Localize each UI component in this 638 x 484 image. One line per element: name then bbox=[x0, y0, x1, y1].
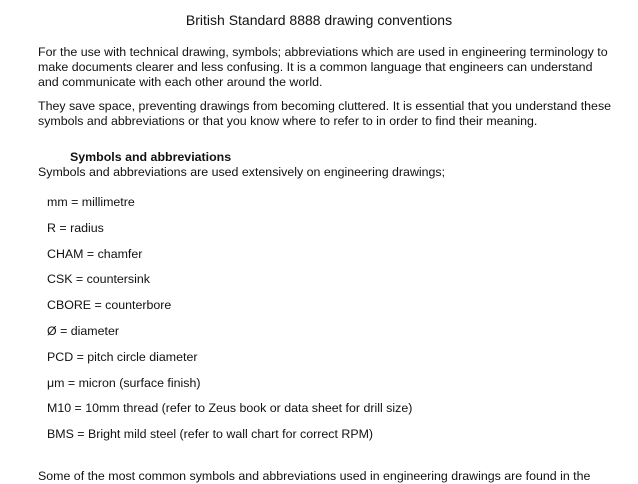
abbreviation-item: CHAM = chamfer bbox=[47, 246, 143, 261]
abbreviation-item: mm = millimetre bbox=[47, 195, 135, 209]
abbreviation-item: M10 = 10mm thread (refer to Zeus book or data sheet for drill size) bbox=[47, 401, 413, 416]
abbreviation-item: PCD = pitch circle diameter bbox=[47, 349, 198, 364]
page-title: British Standard 8888 drawing conventions bbox=[185, 12, 453, 28]
footer-text: Some of the most common symbols and abbreviations used in engineering drawings are found in the bbox=[38, 469, 591, 483]
section-heading: Symbols and abbreviations bbox=[70, 150, 232, 164]
abbreviation-item: Ø = diameter bbox=[47, 323, 119, 338]
abbreviation-item: CSK = countersink bbox=[47, 272, 150, 287]
abbreviation-item: BMS = Bright mild steel (refer to wall chart for correct RPM) bbox=[47, 427, 374, 442]
abbreviation-item: CBORE = counterbore bbox=[47, 298, 172, 313]
intro-paragraph: For the use with technical drawing, symbols; abbreviations which are used in engineering terminology to make documents clearer and less confusing. It is a common language that engineers can understand and communicate with each other around the world. bbox=[38, 45, 608, 89]
abbreviation-item: μm = micron (surface finish) bbox=[47, 375, 201, 390]
purpose-paragraph: They save space, preventing drawings from becoming cluttered. It is essential that you understand these symbols and abbreviations or that you know where to refer to in order to find their meaning. bbox=[38, 99, 612, 128]
abbreviation-list bbox=[47, 195, 412, 453]
abbreviation-item: R = radius bbox=[47, 220, 104, 235]
section-intro: Symbols and abbreviations are used extensively on engineering drawings; bbox=[38, 165, 446, 179]
